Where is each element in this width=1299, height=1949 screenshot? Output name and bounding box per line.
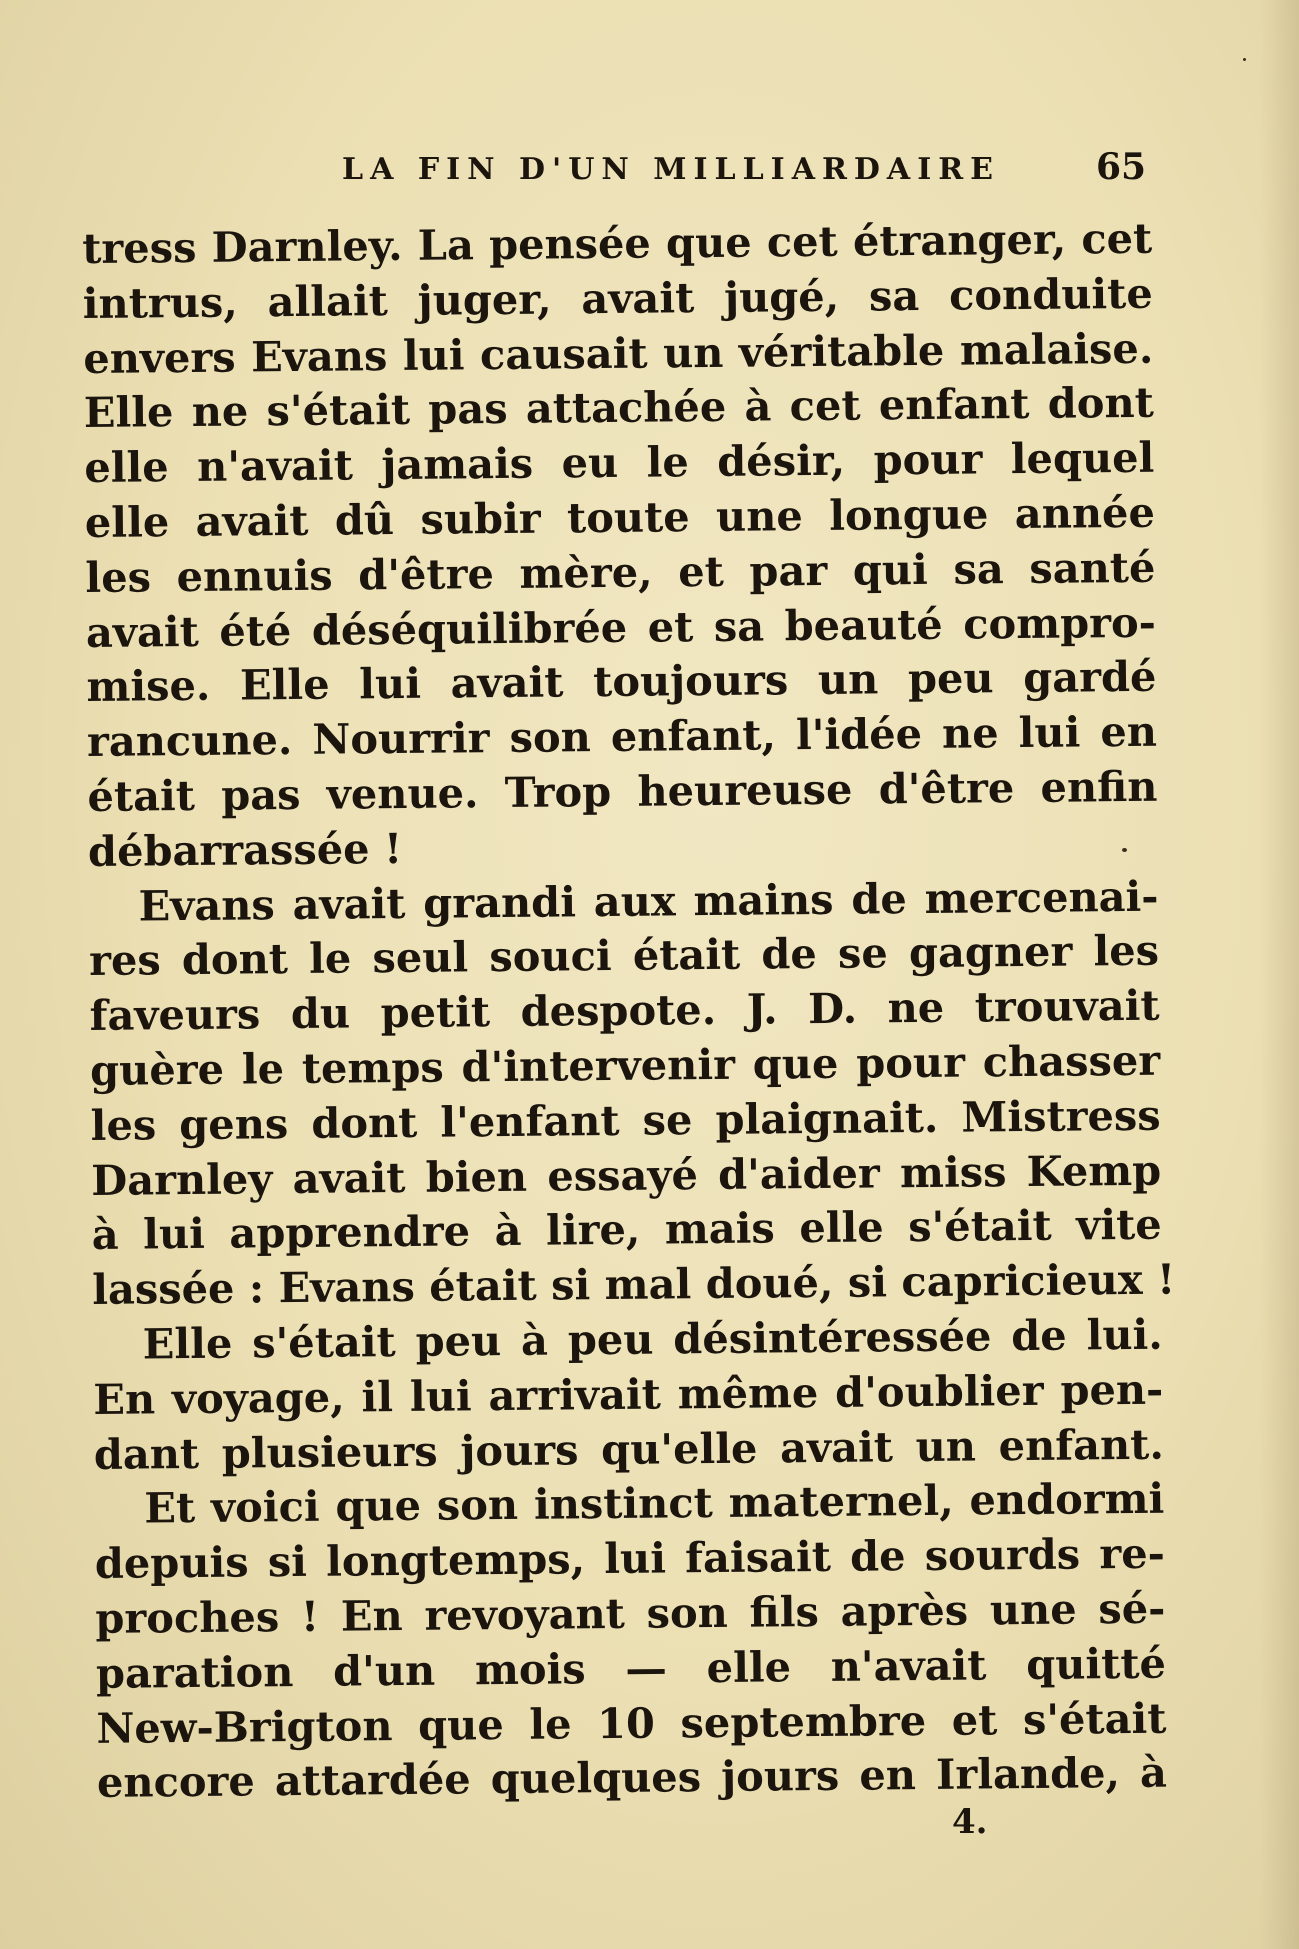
text-line: proches ! En revoyant son fils après une sé-: [95, 1583, 1166, 1643]
text-line: Elle s'était peu à peu désintéressée de lui.: [142, 1309, 1163, 1369]
body-text: [82, 212, 1176, 1811]
text-line: encore attardée quelques jours en Irlande, à: [96, 1747, 1168, 1808]
print-speck: [1243, 58, 1246, 61]
print-speck: [1122, 848, 1127, 852]
page-number: 65: [1096, 146, 1147, 188]
text-line: les gens dont l'enfant se plaignait. Mistress: [90, 1090, 1161, 1150]
text-line: Et voici que son instinct maternel, endormi: [144, 1473, 1165, 1533]
text-line: intrus, allait juger, avait jugé, sa conduite: [82, 268, 1153, 328]
text-line: mise. Elle lui avait toujours un peu gardé: [86, 652, 1157, 712]
text-line: les ennuis d'être mère, et par qui sa santé: [85, 542, 1156, 602]
text-line: elle n'avait jamais eu le désir, pour lequel: [84, 432, 1155, 493]
text-line: paration d'un mois — elle n'avait quitté: [95, 1638, 1167, 1698]
text-line: lassée : Evans était si mal doué, si capricieux !: [92, 1254, 1176, 1315]
text-line: tress Darnley. La pensée que cet étranger, cet: [82, 213, 1153, 273]
text-line: guère le temps d'intervenir que pour chasser: [89, 1035, 1161, 1095]
text-line: avait été déséquilibrée et sa beauté compro-: [85, 597, 1157, 657]
page-edge-shadow: [1259, 0, 1299, 1949]
running-title: LA FIN D'UN MILLIARDAIRE: [342, 152, 1001, 187]
text-line: à lui apprendre à lire, mais elle s'était vite: [91, 1200, 1162, 1260]
text-line: débarrassée !: [87, 823, 403, 876]
text-line: envers Evans lui causait un véritable malaise.: [83, 323, 1154, 383]
text-line: rancune. Nourrir son enfant, l'idée ne lui en: [86, 706, 1158, 767]
text-line: New-Brigton que le 10 septembre et s'était: [96, 1693, 1167, 1753]
text-line: Evans avait grandi aux mains de mercenai-: [138, 871, 1159, 931]
text-line: En voyage, il lui arrivait même d'oublier pen-: [93, 1364, 1164, 1424]
text-line: dant plusieurs jours qu'elle avait un enfant.: [93, 1419, 1165, 1479]
text-line: res dont le seul souci était de se gagner les: [88, 926, 1160, 986]
text-line: Darnley avait bien essayé d'aider miss Kemp: [90, 1145, 1162, 1205]
text-line: était pas venue. Trop heureuse d'être enfin: [87, 761, 1158, 821]
text-line: Elle ne s'était pas attachée à cet enfant dont: [83, 378, 1155, 438]
text-line: elle avait dû subir toute une longue année: [84, 487, 1156, 547]
text-line: depuis si longtemps, lui faisait de sourds re-: [94, 1528, 1166, 1589]
signature-mark: 4.: [952, 1802, 988, 1842]
text-line: faveurs du petit despote. J. D. ne trouvait: [89, 980, 1160, 1041]
